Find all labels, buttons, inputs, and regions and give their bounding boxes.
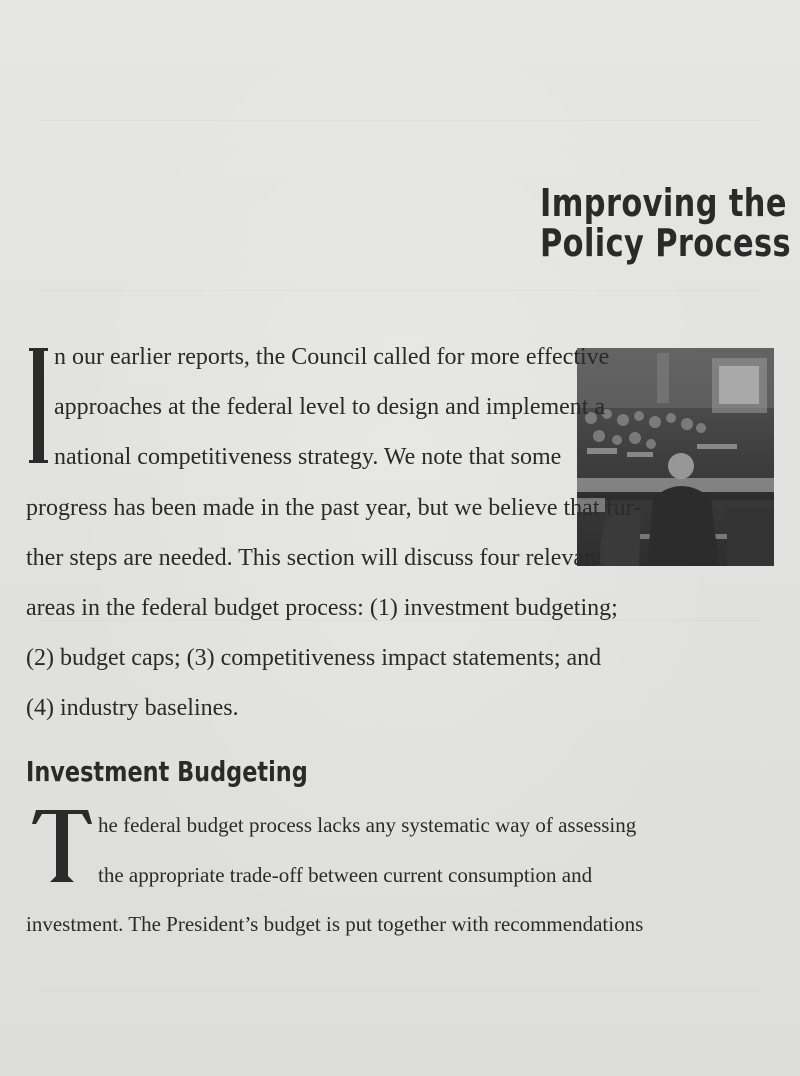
bleed-through-line [40, 290, 760, 291]
dropcap-letter-i [33, 348, 44, 463]
bleed-through-line [40, 990, 760, 991]
subheading-investment-budgeting: Investment Budgeting [26, 755, 308, 788]
budgeting-line-1: he federal budget process lacks any systematic way of assessing [98, 813, 637, 837]
budgeting-line-3: investment. The President’s budget is put together with recommendations [26, 912, 644, 936]
intro-line-1: n our earlier reports, the Council called for more effective [54, 344, 610, 370]
section-title [540, 181, 792, 265]
intro-line-7: (2) budget caps; (3) competitiveness impact statements; and [26, 645, 602, 671]
intro-line-5: ther steps are needed. This section will discuss four relevant [26, 545, 603, 571]
intro-line-2: approaches at the federal level to design and implement a [54, 394, 606, 420]
intro-line-6: areas in the federal budget process: (1) investment budgeting; [26, 595, 618, 621]
hearing-room-photo [577, 348, 774, 566]
budgeting-line-2: the appropriate trade-off between current consumption and [98, 863, 593, 887]
dropcap-letter-t [30, 810, 94, 884]
section-title-line-2: Policy Process [540, 221, 792, 265]
intro-line-8: (4) industry baselines. [26, 695, 239, 721]
intro-line-3: national competitiveness strategy. We note that some [54, 444, 562, 470]
bleed-through-line [40, 120, 760, 121]
intro-line-4: progress has been made in the past year, but we believe that fur- [26, 495, 641, 521]
hearing-room-photo-image [577, 348, 774, 566]
section-title-line-1: Improving the [540, 181, 787, 225]
